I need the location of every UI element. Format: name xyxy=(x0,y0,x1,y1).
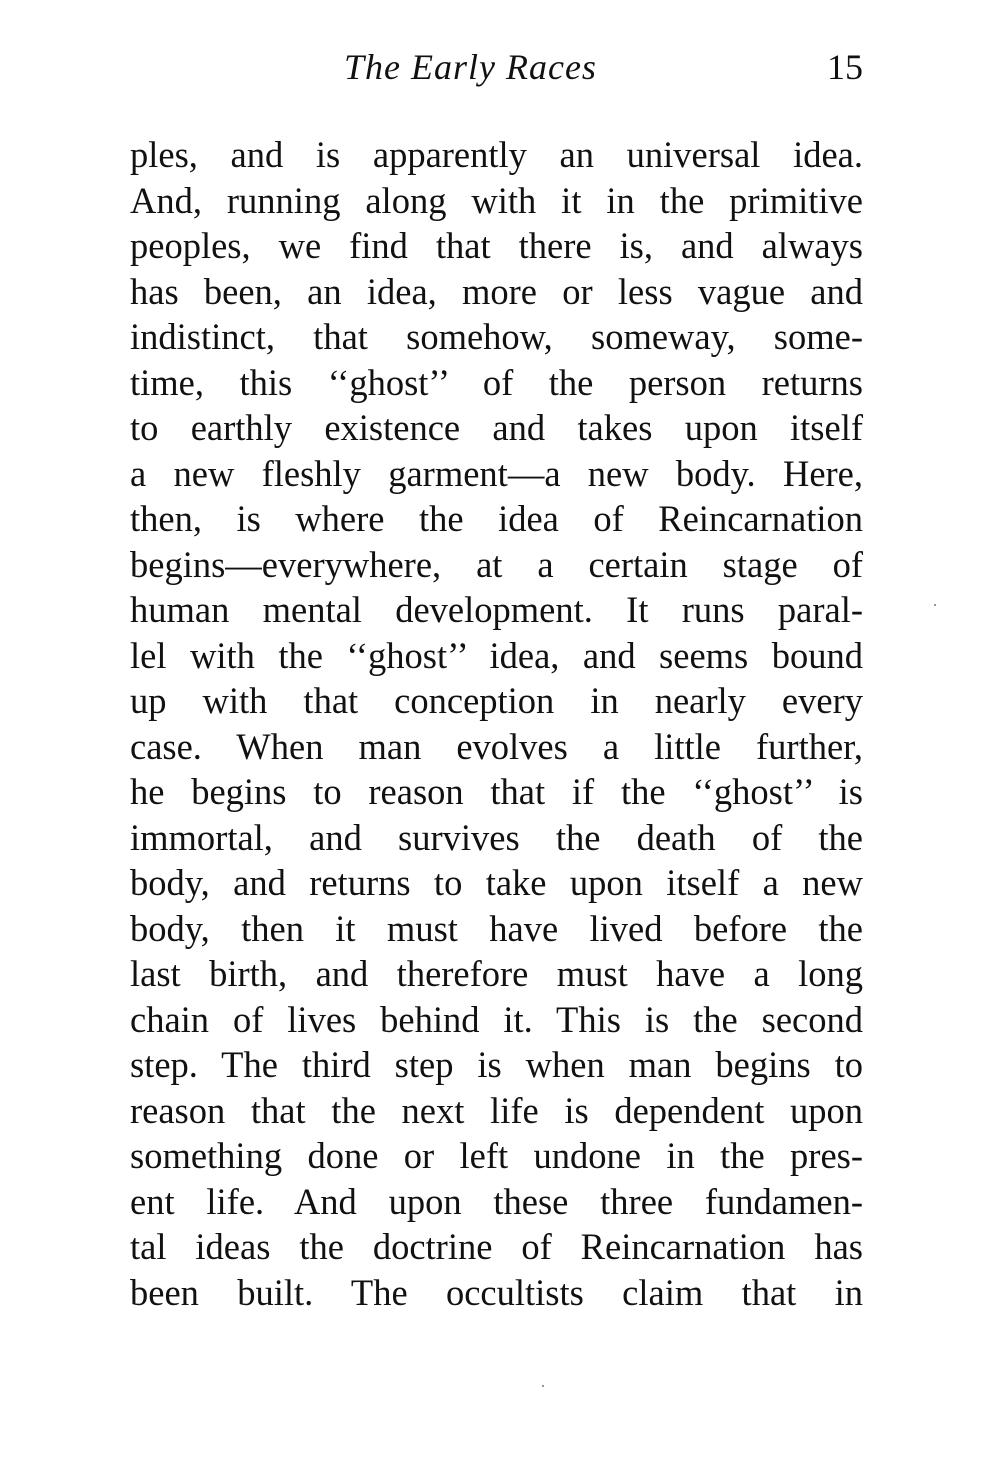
text-line: body, then it must have lived before the xyxy=(130,907,863,949)
text-line: time, this ‘‘ghost’’ of the person returns xyxy=(130,361,863,403)
text-line: ples, and is apparently an universal idea. xyxy=(130,134,863,175)
scan-speck xyxy=(542,1385,544,1387)
text-line: peoples, we find that there is, and always xyxy=(130,225,863,266)
text-line: indistinct, that somehow, someway, some- xyxy=(130,316,863,357)
text-line: case. When man evolves a little further, xyxy=(130,725,863,767)
text-line: begins—everywhere, at a certain stage of xyxy=(130,543,863,585)
text-line: then, is where the idea of Reincarnation xyxy=(130,498,863,539)
text-line: body, and returns to take upon itself a new xyxy=(130,862,863,903)
running-title: The Early Races xyxy=(344,47,597,87)
text-line: step. The third step is when man begins to xyxy=(130,1044,863,1085)
running-head xyxy=(130,44,865,90)
text-line: been built. The occultists claim that in xyxy=(130,1271,863,1313)
text-line: up with that conception in nearly every xyxy=(130,680,863,721)
text-line: human mental development. It runs paral- xyxy=(130,589,863,630)
scan-speck xyxy=(934,604,936,606)
text-line: to earthly existence and takes upon itself xyxy=(130,407,863,448)
body-text xyxy=(130,132,863,1315)
text-line: has been, an idea, more or less vague and xyxy=(130,270,863,312)
text-line: reason that the next life is dependent upon xyxy=(130,1089,863,1131)
text-line: a new fleshly garment—a new body. Here, xyxy=(130,452,863,494)
text-line: last birth, and therefore must have a long xyxy=(130,953,863,994)
text-line: lel with the ‘‘ghost’’ idea, and seems bound xyxy=(130,634,863,676)
text-line: something done or left undone in the pres- xyxy=(130,1135,863,1176)
text-line: immortal, and survives the death of the xyxy=(130,816,863,858)
text-line: he begins to reason that if the ‘‘ghost’’ is xyxy=(130,771,863,812)
text-line: And, running along with it in the primitive xyxy=(130,179,863,221)
text-line: chain of lives behind it. This is the second xyxy=(130,998,863,1040)
text-line: tal ideas the doctrine of Reincarnation has xyxy=(130,1226,863,1267)
text-line: ent life. And upon these three fundamen- xyxy=(130,1180,863,1222)
page-number: 15 xyxy=(827,47,863,87)
